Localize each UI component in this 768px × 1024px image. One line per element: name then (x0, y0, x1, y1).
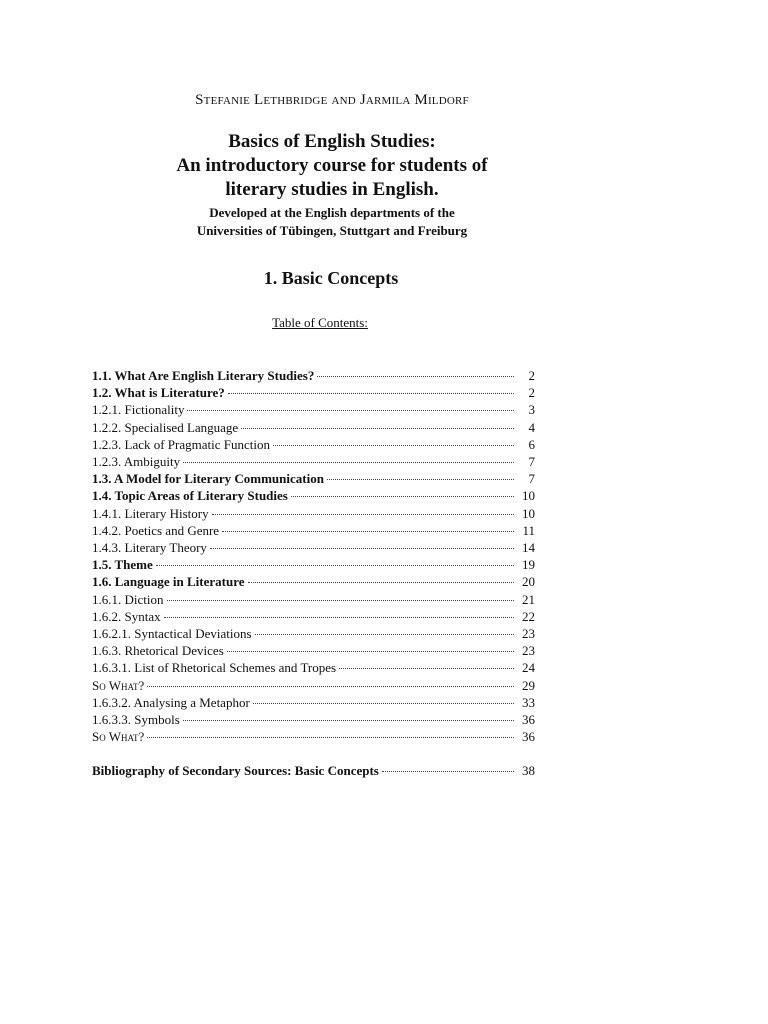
toc-leader (339, 656, 514, 669)
toc-entry-page: 20 (522, 574, 535, 590)
toc-entry-page: 38 (522, 763, 535, 779)
toc-entry-page: 11 (522, 522, 535, 538)
toc-entry-page: 24 (522, 660, 535, 676)
toc-entry-page: 29 (522, 677, 535, 693)
toc-entry-label: 1.2.3. Ambiguity (92, 454, 181, 470)
toc-entry-label: 1.1. What Are English Literary Studies? (92, 368, 315, 383)
toc-leader (210, 536, 514, 549)
toc-entry-label: 1.4.3. Literary Theory (92, 540, 207, 556)
toc-leader (273, 433, 514, 446)
toc-leader (253, 691, 514, 704)
toc-entry-page: 10 (522, 488, 535, 504)
toc-entry-label: 1.6.3.3. Symbols (92, 712, 180, 728)
toc-leader (212, 502, 514, 515)
toc-heading: Table of Contents: (272, 315, 368, 330)
toc-entry-page: 10 (522, 505, 535, 521)
toc-leader (227, 639, 514, 652)
toc-leader (382, 759, 514, 772)
toc-entry-page: 19 (522, 557, 535, 573)
toc-leader (241, 416, 514, 429)
toc-entry-label: Bibliography of Secondary Sources: Basic Concepts (92, 763, 379, 779)
toc-entry-page: 21 (522, 591, 535, 607)
toc-leader (183, 450, 514, 463)
toc-entry-page: 2 (528, 368, 535, 383)
toc-entry-label: 1.6.3. Rhetorical Devices (92, 643, 224, 659)
toc-entry-page: 2 (528, 385, 535, 401)
subtitle-line-2: Universities of Tübingen, Stuttgart and Freiburg (196, 223, 468, 238)
toc-entry-label: 1.2.3. Lack of Pragmatic Function (92, 436, 270, 452)
chapter-heading: 1. Basic Concepts (263, 268, 399, 288)
toc-entry-label: 1.6.2.1. Syntactical Deviations (92, 626, 252, 642)
toc-entry-page: 6 (528, 436, 535, 452)
toc-entry-label: 1.2.1. Fictionality (92, 402, 185, 418)
toc-entry-label: 1.4. Topic Areas of Literary Studies (92, 488, 288, 504)
toc-entry-label: 1.4.1. Literary History (92, 505, 209, 521)
subtitle-line-1: Developed at the English departments of the (209, 205, 455, 220)
toc-entry-bibliography[interactable] (92, 762, 535, 779)
toc-leader (248, 570, 514, 583)
title-line-1: Basics of English Studies: (228, 131, 436, 152)
toc-entry-label: 1.6.3.1. List of Rhetorical Schemes and Tropes (92, 660, 337, 676)
toc-leader (164, 605, 514, 618)
toc-entry-label: 1.6. Language in Literature (92, 574, 245, 590)
toc-entry-page: 3 (528, 402, 535, 418)
toc-entry-label: 1.2.2. Specialised Language (92, 419, 239, 435)
toc-entry-label: 1.2. What is Literature? (92, 385, 225, 401)
toc-entry-label: 1.4.2. Poetics and Genre (92, 522, 220, 538)
toc-entry-page: 33 (522, 694, 535, 710)
toc-leader (228, 381, 514, 394)
toc-entry-page: 14 (522, 540, 535, 556)
title-line-2: An introductory course for students of (176, 155, 488, 176)
toc-leader (291, 484, 514, 497)
toc-entry-page: 36 (522, 729, 535, 745)
toc-leader (327, 467, 514, 480)
toc-entry-page: 4 (528, 419, 535, 435)
toc-entry-page: 22 (522, 608, 535, 624)
toc-entry-label: 1.6.3.2. Analysing a Metaphor (92, 694, 250, 710)
toc-leader (147, 674, 514, 687)
toc-leader (187, 398, 514, 411)
toc-leader (222, 519, 514, 532)
toc-entry-label: 1.6.2. Syntax (92, 608, 161, 624)
toc-entry-label: So What? (92, 677, 145, 693)
toc-leader (255, 622, 514, 635)
title-block (0, 130, 664, 240)
toc-leader (183, 708, 514, 721)
toc-leader (147, 725, 514, 738)
toc-leader (317, 364, 514, 377)
title-line-3: literary studies in English. (225, 179, 439, 200)
toc-entry-page: 7 (528, 471, 535, 487)
toc-entry-page: 23 (522, 626, 535, 642)
toc-leader (156, 553, 514, 566)
toc-leader (167, 588, 515, 601)
authors-line: Stefanie Lethbridge and Jarmila Mildorf (195, 92, 469, 108)
toc-entry-label: 1.6.1. Diction (92, 591, 164, 607)
toc-entry-label: 1.5. Theme (92, 557, 153, 573)
toc-entry[interactable] (92, 728, 535, 745)
toc-entry-page: 7 (528, 454, 535, 470)
toc-entry-label: 1.3. A Model for Literary Communication (92, 471, 324, 487)
toc-entry-page: 36 (522, 712, 535, 728)
toc-entry-label: So What? (92, 729, 145, 745)
toc-entry-page: 23 (522, 643, 535, 659)
table-of-contents (92, 367, 535, 780)
